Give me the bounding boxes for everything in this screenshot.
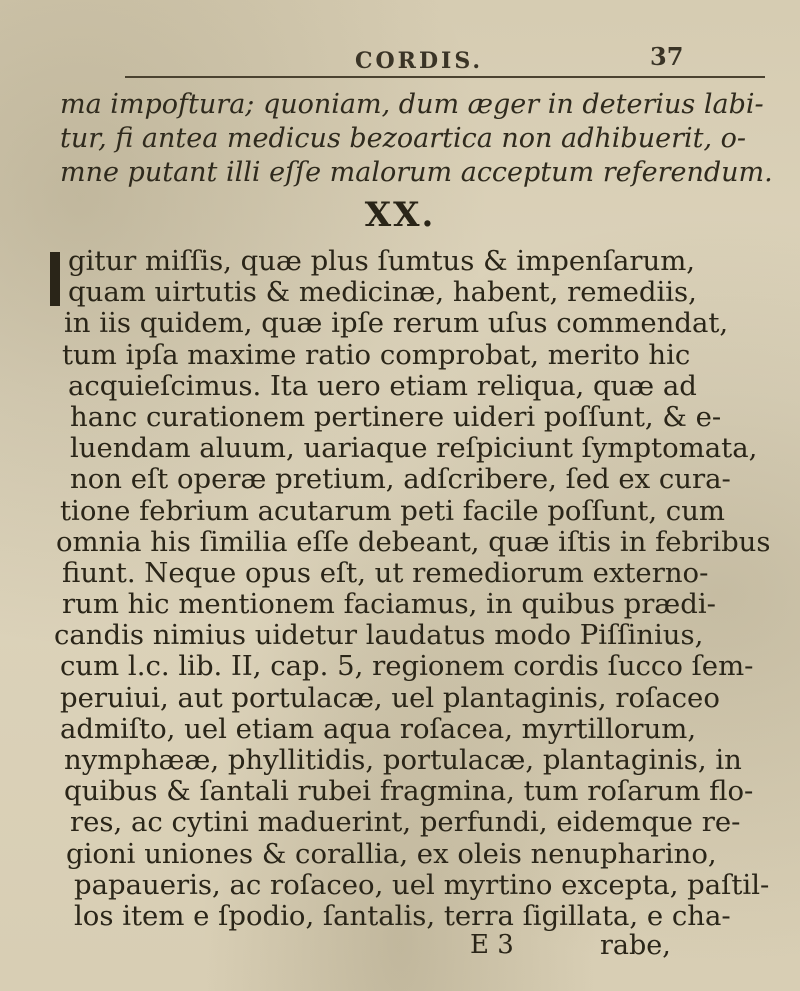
signature-mark: E 3: [470, 930, 514, 960]
italic-line: tur, fi antea medicus bezoartica non adhibuerit, o-: [60, 123, 747, 154]
page-number: 37: [650, 42, 684, 71]
body-line: peruiui, aut portulacæ, uel plantaginis, roſaceo: [60, 681, 720, 714]
body-line: in iis quidem, quæ ipſe rerum uſus commendat,: [64, 307, 729, 340]
body-line: acquieſcimus. Ita uero etiam reliqua, quæ ad: [68, 369, 697, 402]
header-rule: [125, 76, 765, 78]
running-head: CORDIS.: [355, 48, 484, 74]
body-line: quibus & ſantali rubei fragmina, tum roſarum flo-: [64, 775, 754, 808]
page-header: [100, 38, 700, 78]
body-line: papaueris, ac roſaceo, uel myrtino excepta, paſtil-: [74, 868, 770, 901]
body-line: candis nimius uidetur laudatus modo Piſſinius,: [54, 619, 704, 652]
catchword: rabe,: [600, 930, 671, 961]
italic-line: ma impoftura; quoniam, dum æger in deterius labi-: [60, 89, 764, 120]
body-line: gioni uniones & corallia, ex oleis nenupharino,: [66, 837, 717, 870]
body-paragraph: [50, 245, 771, 932]
body-line: fiunt. Neque opus eſt, ut remediorum externo-: [62, 556, 709, 589]
body-line: quam uirtutis & medicinæ, habent, remediis,: [68, 276, 697, 309]
body-line: res, ac cytini maduerint, perfundi, eidemque re-: [70, 806, 741, 839]
section-number: XX.: [364, 195, 436, 235]
italic-line: mne putant illi eſſe malorum acceptum referendum.: [60, 157, 773, 188]
body-line: los item e ſpodio, ſantalis, terra ſigillata, e cha-: [74, 899, 731, 932]
body-line: tione febrium acutarum peti facile poſſunt, cum: [60, 494, 725, 527]
body-line: admiſto, uel etiam aqua roſacea, myrtillorum,: [60, 712, 697, 745]
body-line: cum l.c. lib. II, cap. 5, regionem cordis ſucco ſem-: [60, 650, 754, 683]
body-line: omnia his ſimilia eſſe debeant, quæ iſtis in febribus: [56, 525, 771, 558]
body-line: hanc curationem pertinere uideri poſſunt, & e-: [70, 400, 722, 433]
body-line: luendam aluum, uariaque reſpiciunt ſymptomata,: [70, 432, 758, 465]
body-line: rum hic mentionem faciamus, in quibus prædi-: [62, 588, 716, 621]
body-line: gitur miſſis, quæ plus ſumtus & impenſarum,: [68, 245, 696, 277]
body-line: nymphææ, phyllitidis, portulacæ, plantaginis, in: [64, 744, 742, 776]
italic-paragraph: [60, 88, 773, 190]
body-line: non eſt operæ pretium, adſcribere, ſed ex cura-: [70, 463, 731, 496]
body-line: tum ipſa maxime ratio comprobat, merito hic: [62, 338, 691, 371]
